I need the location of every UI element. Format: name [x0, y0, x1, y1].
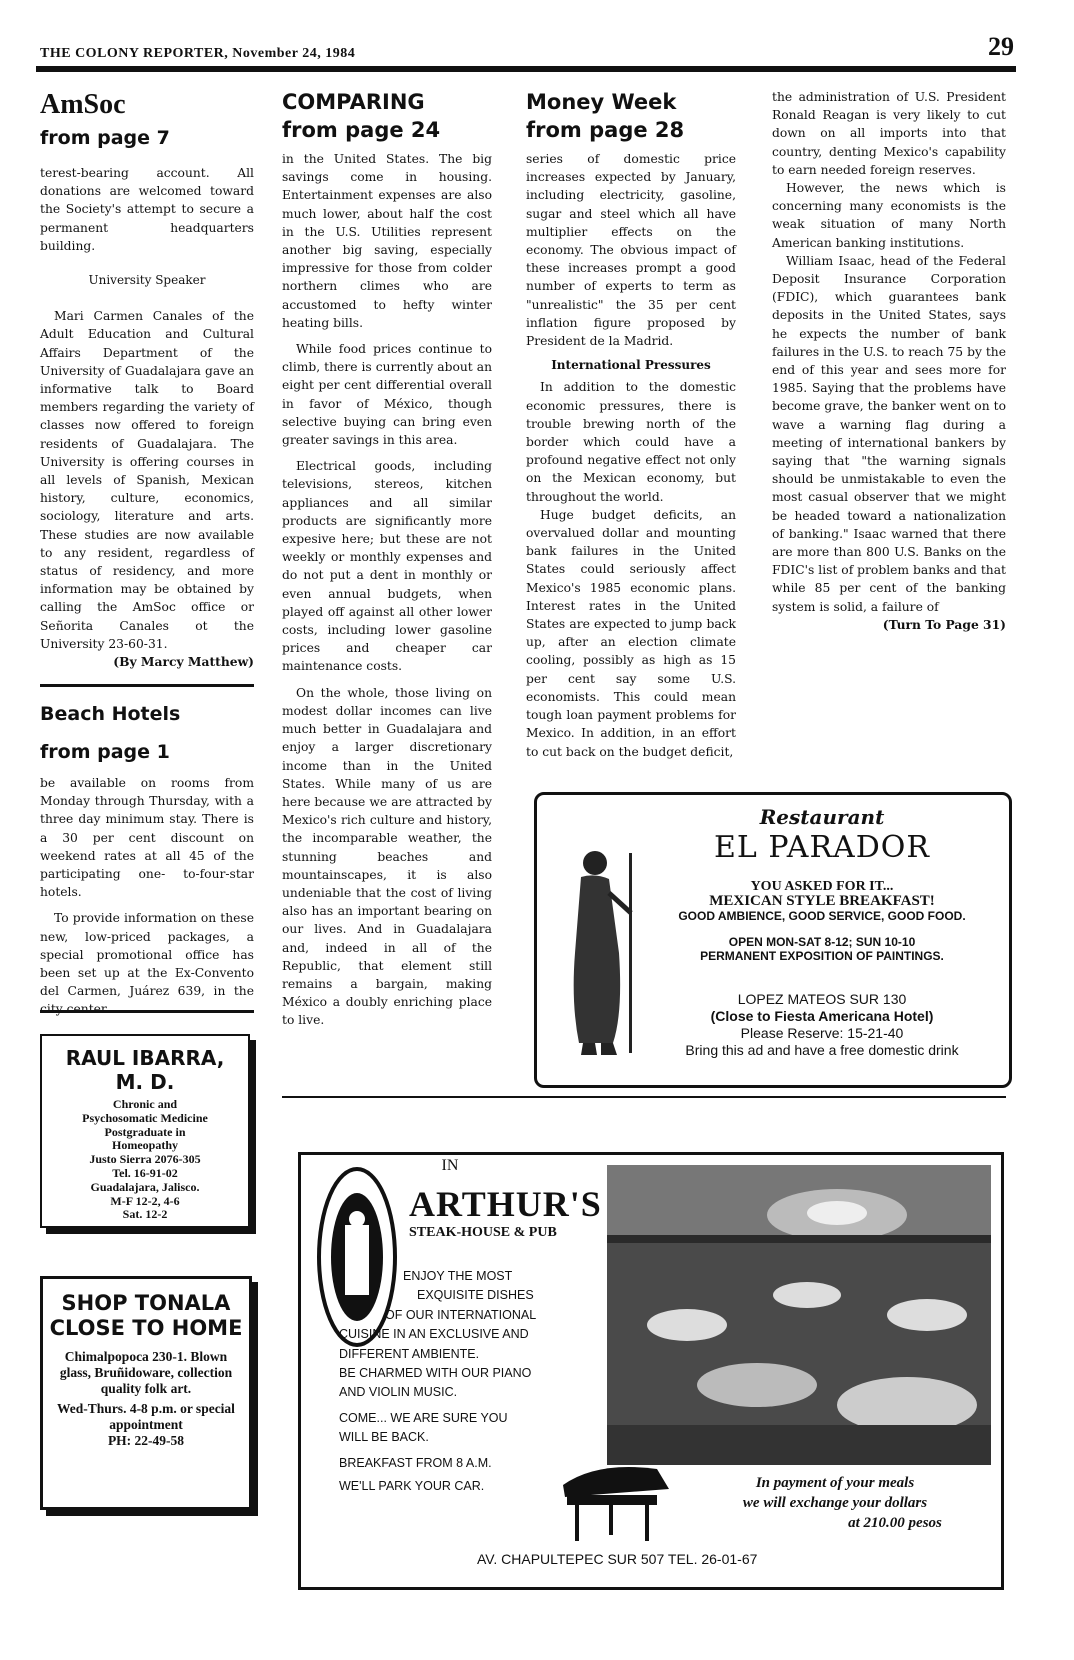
money-subtitle: from page 28 [526, 118, 685, 142]
raul-ad-line: Sat. 12-2 [122, 1207, 168, 1222]
amsoc-subhead: University Speaker [88, 273, 206, 288]
arthurs-payment: In payment of your meals [755, 1475, 915, 1491]
tonala-ad-title: SHOP TONALA CLOSE TO HOME [49, 1291, 243, 1340]
parador-landmark: (Close to Fiesta Americana Hotel) [710, 1008, 934, 1024]
money-title: Money Week [526, 90, 677, 114]
arthurs-line: OF OUR INTERNATIONAL [385, 1307, 537, 1322]
parador-line: OPEN MON-SAT 8-12; SUN 10-10 [728, 935, 916, 949]
beach-paragraph: be available on rooms from Monday through Thursday, with a three day minimum stay. There is a 30 per cent discount on weekend rates at all 45 of the participating one- to-four-star hotels. [40, 776, 254, 900]
parador-address: LOPEZ MATEOS SUR 130 [737, 991, 907, 1007]
money-paragraph: Huge budget deficits, an overvalued dollar and mounting bank failures in the United States could seriously affect Mexico's 1985 economic plans. Interest rates in the United States are expected to jump back up, after an election climate cooling, possibly as high as 15 per cent say some U.S. economists. This could mean tough loan payment problems for Mexico. In addition, in an effort to cut back on the budget deficit, [526, 507, 736, 759]
comparing-title: COMPARING [282, 90, 425, 114]
turn-to-page: (Turn To Page 31) [882, 616, 1006, 632]
raul-ad-title: RAUL IBARRA, [65, 1046, 225, 1070]
amsoc-paragraph: Mari Carmen Canales of the Adult Education and Cultural Affairs Department of the University of Guadalajara gave an informative talk to Board members regarding the variety of classes now offered to foreign residents of Guadalajara. The University is offering courses in all levels of Spanish, Mexican history, culture, economics, sociology, literature and arts. These studies are now available to any resident, regardless of status of residency, and more information may be obtained by calling the AmSoc office or Señorita Canales ot the University 23-60-31. [40, 309, 254, 651]
raul-ad-line: Justo Sierra 2076-305 [89, 1152, 201, 1167]
arthurs-line: BE CHARMED WITH OUR PIANO [339, 1366, 532, 1381]
money-week-continued [772, 88, 1006, 634]
raul-ibarra-ad [40, 1034, 250, 1228]
parador-line: PERMANENT EXPOSITION OF PAINTINGS. [700, 949, 944, 963]
section-divider [282, 1096, 1006, 1098]
beach-paragraph: To provide information on these new, low-priced packages, a special promotional office has been set up at the Ex-Convento del Carmen, Juárez 639, in the [40, 911, 254, 999]
header-rule [36, 66, 1016, 72]
raul-ad-line: Postgraduate in [104, 1124, 186, 1139]
comparing-paragraph: While food prices continue to climb, there is currently about an eight per cent differential overall in favor of México, though selective buying can bring even greater savings in this area. [282, 342, 492, 448]
arthurs-name: ARTHUR'S [409, 1184, 602, 1224]
money-cont-paragraph: William Isaac, head of the Federal Deposit Insurance Corporation (FDIC), which guarantees bank deposits in the United States, says he expects the number of bank failures in the U.S. to reach 75 by the end of this year and sees more for 1985. Saying that the problems have become grave, the banker went on to wave a warning flag during a meeting of international bankers by saying that "the warning signals should be unmistakable to even the most casual observer that we might be headed toward a nationalization of banking." Isaac warned that there are more than 800 U.S. Banks on the FDIC's list of problem banks and that while 85 per cent of the banking system is solid, a failure of [772, 253, 1006, 614]
comparing-paragraph: On the whole, those living on modest dollar incomes can live much better in Guadalajara and enjoy a larger discretionary income than in the United States. While many of us are here because we are attracted by Mexico's rich culture and history, the incomparable weather, the stunning beaches and mountainscapes, it is also undeniable that the cost of living also has an important bearing on our lives. And in Guadalajara and, indeed in all of the Republic, that element still remains a bargain, making México a doubly enriching place to live. [282, 685, 492, 1028]
masthead: THE COLONY REPORTER, November 24, 1984 [40, 46, 356, 61]
amsoc-paragraph: terest-bearing account. All donations are welcomed toward the Society's attempt to secure a permanent headquarters building. [40, 166, 254, 253]
parador-name: EL PARADOR [714, 830, 930, 865]
arthurs-line: CUISINE IN AN EXCLUSIVE AND [339, 1327, 529, 1342]
parador-restaurant: Restaurant [759, 805, 885, 829]
arthurs-address: AV. CHAPULTEPEC SUR 507 TEL. 26-01-67 [477, 1551, 758, 1567]
amsoc-byline: (By Marcy Matthew) [113, 654, 254, 670]
beach-title: Beach Hotels [40, 703, 181, 725]
dining-room-photo [607, 1165, 991, 1465]
el-parador-ad [534, 792, 1012, 1088]
arthurs-ad [298, 1152, 1004, 1590]
shop-tonala-ad [40, 1276, 252, 1510]
arthurs-line: EXQUISITE DISHES [417, 1288, 534, 1303]
column-divider [40, 684, 254, 687]
raul-ad-line: Chronic and [112, 1097, 178, 1111]
money-paragraph: series of domestic price increases expected by January, including electricity, gasoline, sugar and steel which all have multiplier effects on the economy. The obvious impact of these increases prompt a good number of experts to term as "unrealistic" the 35 per cent inflation figure proposed by President de la Madrid. [526, 152, 736, 349]
raul-ad-line: M-F 12-2, 4-6 [110, 1193, 180, 1208]
raul-ad-line: Tel. 16-91-02 [112, 1165, 178, 1180]
raul-ad-line: Psychosomatic Medicine [82, 1110, 208, 1125]
raul-ad-title: M. D. [115, 1070, 175, 1094]
comparing-article [282, 88, 492, 1030]
money-cont-paragraph: However, the news which is concerning many economists is the weak situation of many North American banking institutions. [772, 181, 1006, 250]
arthurs-tag: STEAK-HOUSE & PUB [409, 1225, 557, 1240]
arthurs-line: COME... WE ARE SURE YOU [339, 1410, 508, 1425]
page-number: 29 [988, 32, 1014, 61]
amsoc-title: AmSoc [40, 89, 126, 120]
arthurs-line: WE'LL PARK YOUR CAR. [339, 1479, 485, 1494]
money-cont-paragraph: the administration of U.S. President Ronald Reagan is very likely to cut down on all imports into that country, denting Mexico's capability to earn needed foreign reserves. [772, 90, 1006, 177]
parador-line: GOOD AMBIENCE, GOOD SERVICE, GOOD FOOD. [678, 909, 966, 923]
arthurs-payment: we will exchange your dollars [742, 1495, 928, 1511]
column-divider [40, 1010, 254, 1013]
beach-subtitle: from page 1 [40, 741, 170, 763]
tonala-ad-hours: Wed-Thurs. 4-8 p.m. or special appointment [57, 1401, 235, 1432]
money-subhead: International Pressures [551, 358, 711, 373]
comparing-paragraph: Electrical goods, including televisions, stereos, kitchen appliances and all similar products are significantly more expesive here; but these are not weekly or monthly expenses and do not put a dent in monthly or even annual budgets, when played off against all other lower costs, including lower gasoline prices and cheaper car maintenance costs. [282, 459, 492, 674]
money-paragraph: In addition to the domestic economic pressures, there is trouble brewing north of the border which could have a profound negative effect not only on the Mexican economy, but throughout the world. [526, 380, 736, 504]
tonala-ad-phone: PH: 22-49-58 [107, 1433, 185, 1448]
comparing-paragraph: in the United States. The big savings come in housing. Entertainment expenses are also much lower, about half the cost in the U.S. Utilities represent another big saving, especially impressive for those from colder northern climes who are accustomed to hefty winter heating bills. [282, 152, 492, 330]
figure-illustration [561, 843, 651, 1063]
beach-article [40, 698, 254, 1019]
amsoc-article [40, 88, 254, 671]
arthurs-line: WILL BE BACK. [339, 1430, 429, 1445]
grand-piano-illustration [557, 1455, 677, 1545]
parador-line: YOU ASKED FOR IT... [750, 879, 894, 894]
comparing-subtitle: from page 24 [282, 118, 441, 142]
arthurs-payment: at 210.00 pesos [848, 1515, 942, 1531]
arthurs-line: ENJOY THE MOST [403, 1269, 513, 1283]
arthurs-line: BREAKFAST FROM 8 A.M. [339, 1455, 492, 1470]
arthurs-in: IN [441, 1157, 459, 1174]
parador-phone: Please Reserve: 15-21-40 [740, 1025, 904, 1041]
raul-ad-line: Guadalajara, Jalisco. [90, 1179, 200, 1194]
arthurs-line: DIFFERENT AMBIENTE. [339, 1346, 480, 1361]
amsoc-subtitle: from page 7 [40, 127, 170, 149]
money-week-article [526, 88, 736, 761]
parador-promo: Bring this ad and have a free domestic drink [685, 1042, 959, 1058]
parador-line: MEXICAN STYLE BREAKFAST! [709, 893, 935, 909]
raul-ad-line: Homeopathy [112, 1138, 178, 1153]
arthurs-line: AND VIOLIN MUSIC. [339, 1385, 458, 1400]
tonala-ad-body: Chimalpopoca 230-1. Blown glass, Bruñidoware, collection quality folk art. [59, 1349, 233, 1396]
